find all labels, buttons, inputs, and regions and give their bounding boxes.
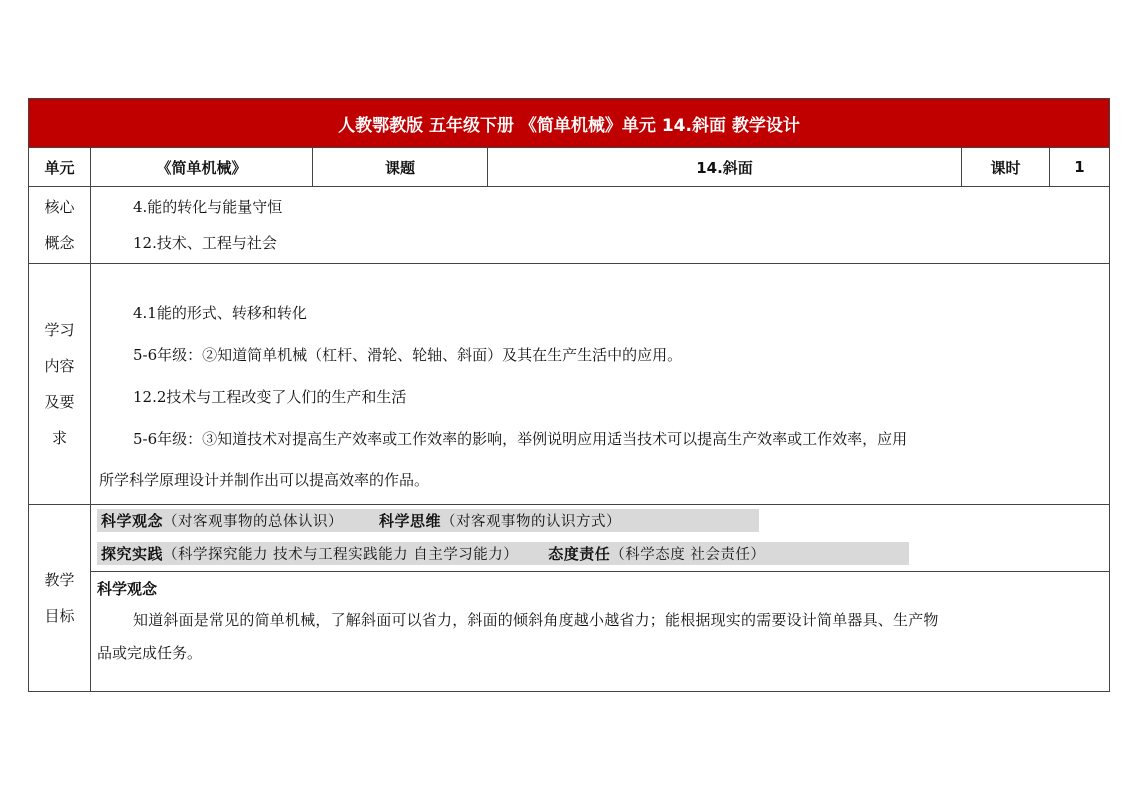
learning-paragraph: 4.1能的形式、转移和转化 <box>133 304 307 322</box>
learning-row <box>29 264 1109 505</box>
goal-dimension-highlight: 科学观念（对客观事物的总体认识） 科学思维（对客观事物的认识方式） <box>97 509 759 532</box>
page-title: 人教鄂教版 五年级下册 《简单机械》单元 14.斜面 教学设计 <box>29 99 1109 148</box>
learning-label: 学习 内容 及要 求 <box>29 264 91 504</box>
period-label: 课时 <box>962 148 1050 186</box>
topic-value: 14.斜面 <box>488 148 962 186</box>
goal-dimension-highlight: 探究实践（科学探究能力 技术与工程实践能力 自主学习能力） 态度责任（科学态度 社会责任） <box>97 542 909 565</box>
topic-label: 课题 <box>313 148 488 186</box>
period-value: 1 <box>1074 158 1085 176</box>
info-row <box>29 148 1109 187</box>
core-concept-label: 核心 概念 <box>29 187 91 263</box>
core-concept-item: 12.技术、工程与社会 <box>133 234 277 252</box>
learning-paragraph: 5-6年级：③知道技术对提高生产效率或工作效率的影响，举例说明应用适当技术可以提高生产效率或工作效率，应用 <box>133 430 908 448</box>
core-concept-content <box>91 187 1109 263</box>
learning-paragraph: 12.2技术与工程改变了人们的生产和生活 <box>133 388 407 406</box>
goal-body-text: 知道斜面是常见的简单机械，了解斜面可以省力，斜面的倾斜角度越小越省力；能根据现实的需要设计简单器具、生产物 <box>133 611 939 629</box>
goal-body-text: 品或完成任务。 <box>97 644 203 662</box>
learning-paragraph: 5-6年级：②知道简单机械（杠杆、滑轮、轮轴、斜面）及其在生产生活中的应用。 <box>133 346 683 364</box>
core-concept-item: 4.能的转化与能量守恒 <box>133 198 283 216</box>
goals-label: 教学 目标 <box>29 505 91 691</box>
core-concept-row <box>29 187 1109 264</box>
learning-content <box>91 264 1109 504</box>
goals-content <box>91 505 1109 691</box>
goal-section-heading: 科学观念 <box>97 580 158 598</box>
goals-row <box>29 505 1109 691</box>
unit-label: 单元 <box>29 148 91 186</box>
goal-dimensions <box>91 505 1109 572</box>
unit-value: 《简单机械》 <box>91 148 313 186</box>
learning-paragraph: 所学科学原理设计并制作出可以提高效率的作品。 <box>99 471 430 489</box>
lesson-plan-table <box>28 98 1110 692</box>
goal-science-concept <box>91 572 1109 672</box>
